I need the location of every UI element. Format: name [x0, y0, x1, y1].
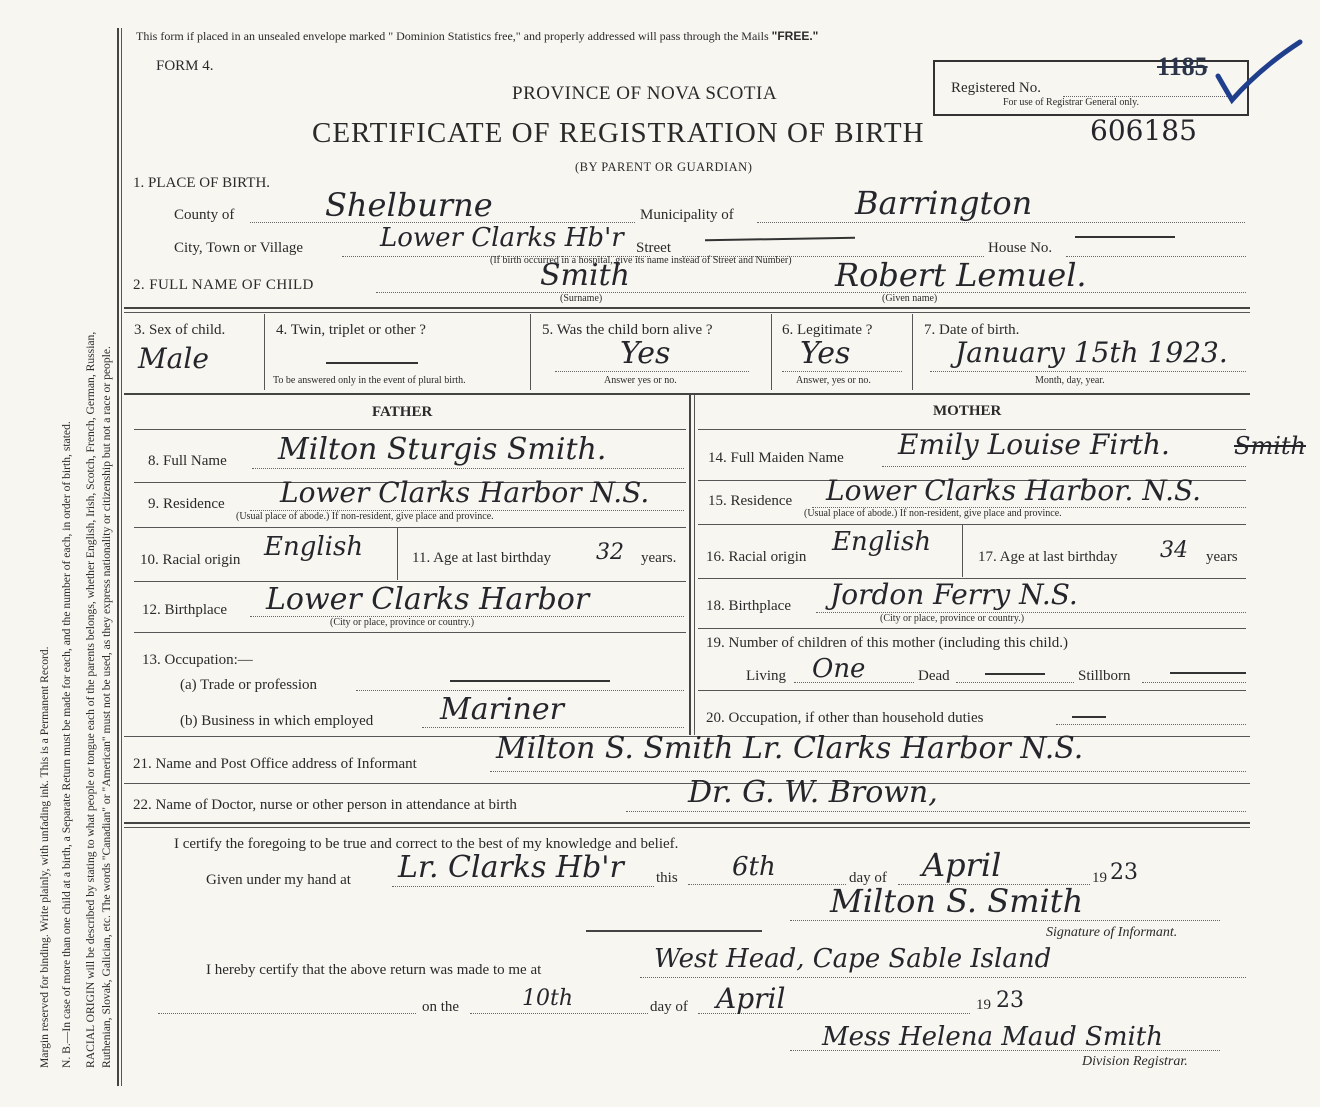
dead-dots — [956, 682, 1074, 683]
father-bp-note: (City or place, province or country.) — [330, 617, 475, 628]
mother-age-unit: years — [1206, 549, 1238, 565]
mother-name-dots — [882, 466, 1246, 467]
father-business-value: Mariner — [440, 692, 564, 727]
given-name-label: (Given name) — [882, 293, 938, 304]
short-rule — [586, 930, 762, 932]
registered-number: 606185 — [1090, 114, 1197, 147]
province-heading: PROVINCE OF NOVA SCOTIA — [512, 83, 778, 104]
year-prefix: 19 — [1092, 870, 1107, 886]
father-business-label: (b) Business in which employed — [180, 713, 374, 729]
stillborn-dash — [1170, 672, 1246, 674]
mother-bp-note: (City or place, province or country.) — [880, 613, 1025, 624]
registered-number-box — [933, 52, 1249, 116]
rule-2 — [124, 393, 1250, 395]
alive-dots — [555, 371, 749, 372]
rule-1b — [124, 312, 1250, 313]
legit-dots — [782, 371, 902, 372]
mail-notice-text: This form if placed in an unsealed envelope marked " Dominion Statistics free," and properly addressed will pass through the Mails — [136, 29, 769, 43]
this-dots — [688, 884, 846, 885]
parents-divider — [689, 395, 691, 735]
mother-bp-value: Jordon Ferry N.S. — [830, 578, 1078, 611]
father-name-value: Milton Sturgis Smith. — [278, 432, 607, 467]
registrar-dayof-label: day of — [650, 999, 688, 1015]
living-label: Living — [746, 668, 786, 684]
mother-occ-dash — [1072, 716, 1106, 718]
county-label: County of — [174, 207, 235, 223]
mother-name-value: Emily Louise Firth. — [898, 428, 1170, 461]
father-name-dots — [252, 468, 684, 469]
margin-line-4: Ruthenian, Slovak, Galician, etc. The words "Canadian" or "American" must not be used, as they express nationality or citizenship but not a race or people. — [100, 346, 113, 1068]
father-rule-12 — [134, 632, 686, 633]
onthe-label: on the — [422, 999, 460, 1015]
city-value: Lower Clarks Hb'r — [380, 223, 624, 253]
dob-label: 7. Date of birth. — [924, 322, 1020, 338]
mother-occ-label: 20. Occupation, if other than household duties — [706, 710, 984, 726]
child-surname: Smith — [540, 258, 630, 293]
mother-rule-18 — [698, 628, 1246, 629]
legit-label: 6. Legitimate ? — [782, 322, 873, 338]
father-race-value: English — [264, 532, 364, 562]
father-race-label: 10. Racial origin — [140, 552, 241, 568]
father-trade-label: (a) Trade or profession — [180, 677, 318, 693]
given-place-dots — [392, 886, 654, 887]
father-trade-dash — [450, 680, 610, 682]
doctor-value: Dr. G. W. Brown, — [688, 775, 938, 810]
sex-label: 3. Sex of child. — [134, 322, 226, 338]
mother-div-16 — [962, 525, 963, 577]
this-label: this — [656, 870, 678, 886]
father-res-note: (Usual place of abode.) If non-resident, give place and province. — [236, 511, 494, 522]
father-age-value: 32 — [596, 540, 624, 565]
living-value: One — [812, 654, 866, 684]
dob-dots — [930, 371, 1246, 372]
father-age-unit: years. — [641, 550, 677, 566]
rule-1 — [124, 307, 1250, 309]
father-heading: FATHER — [372, 404, 433, 420]
margin-line-3: RACIAL ORIGIN will be described by stating to what people or tongue each of the parents belongs, whether English, Irish, Scotch, French, German, Russian, — [84, 331, 97, 1068]
alive-note: Answer yes or no. — [604, 375, 677, 386]
legit-value: Yes — [800, 336, 851, 371]
rule-5 — [124, 822, 1250, 824]
informant-label: 21. Name and Post Office address of Informant — [133, 756, 417, 772]
registered-label: Registered No. — [951, 80, 1041, 96]
registered-dots — [1063, 96, 1233, 97]
hospital-note: (If birth occurred in a hospital, give its name instead of Street and Number) — [490, 255, 792, 266]
registrar-place: West Head, Cape Sable Island — [654, 944, 1052, 974]
row3-div-3 — [771, 314, 772, 390]
mother-occ-dots — [1056, 724, 1246, 725]
surname-label: (Surname) — [560, 293, 603, 304]
row3-div-2 — [530, 314, 531, 390]
registrar-place-dots — [640, 977, 1246, 978]
dayof-label: day of — [849, 870, 887, 886]
street-dash — [705, 237, 855, 242]
given-day: 6th — [732, 852, 776, 882]
father-occ-label: 13. Occupation:— — [142, 652, 253, 668]
dob-value: January 15th 1923. — [955, 336, 1228, 369]
informant-signature: Milton S. Smith — [830, 882, 1084, 920]
registrar-sig-dots — [790, 1050, 1220, 1051]
informant-value: Milton S. Smith Lr. Clarks Harbor N.S. — [496, 731, 1084, 766]
street-label: Street — [636, 240, 671, 256]
margin-line-2: N. B.—In case of more than one child at a birth, a Separate Return must be made for each, and the number of each, in order of birth, stated. — [60, 421, 73, 1068]
registrar-text: I hereby certify that the above return was made to me at — [206, 962, 542, 978]
father-name-label: 8. Full Name — [148, 453, 227, 469]
signature-label: Signature of Informant. — [1046, 925, 1178, 940]
twin-label: 4. Twin, triplet or other ? — [276, 322, 426, 338]
doctor-dots — [626, 811, 1246, 812]
mail-notice — [136, 29, 818, 44]
signature-dots — [790, 920, 1220, 921]
alive-label: 5. Was the child born alive ? — [542, 322, 713, 338]
mother-children-label: 19. Number of children of this mother (including this child.) — [706, 635, 1069, 651]
mother-race-label: 16. Racial origin — [706, 549, 807, 565]
sex-value: Male — [138, 342, 209, 375]
legit-note: Answer, yes or no. — [796, 375, 871, 386]
mother-heading: MOTHER — [933, 403, 1002, 419]
given-label: Given under my hand at — [206, 872, 351, 888]
given-year: 23 — [1110, 860, 1138, 885]
father-res-label: 9. Residence — [148, 496, 225, 512]
rule-4 — [124, 783, 1250, 784]
row3-div-4 — [912, 314, 913, 390]
city-label: City, Town or Village — [174, 240, 304, 256]
father-res-value: Lower Clarks Harbor N.S. — [280, 476, 650, 509]
father-rule-9 — [134, 527, 686, 528]
margin-rule-inner — [121, 28, 122, 1086]
place-heading: 1. PLACE OF BIRTH. — [133, 175, 271, 191]
father-trade-dots — [356, 690, 684, 691]
stillborn-label: Stillborn — [1078, 668, 1131, 684]
margin-rule — [117, 28, 119, 1086]
mother-res-label: 15. Residence — [708, 493, 793, 509]
registrar-signature: Mess Helena Maud Smith — [822, 1022, 1163, 1052]
municipality-value: Barrington — [855, 184, 1033, 222]
father-age-label: 11. Age at last birthday — [412, 550, 551, 566]
registrar-sig-label: Division Registrar. — [1082, 1054, 1188, 1069]
registered-struck: 1185 — [1157, 52, 1208, 81]
mother-bp-label: 18. Birthplace — [706, 598, 791, 614]
given-place: Lr. Clarks Hb'r — [398, 850, 624, 885]
mother-name-struck: Smith — [1234, 432, 1306, 460]
father-business-dots — [422, 727, 684, 728]
child-name-dots — [376, 292, 1246, 293]
county-value: Shelburne — [325, 186, 493, 224]
informant-dots — [490, 771, 1246, 772]
father-heading-rule — [134, 429, 686, 430]
mother-res-value: Lower Clarks Harbor. N.S. — [826, 474, 1202, 507]
registrar-year-prefix: 19 — [976, 997, 991, 1013]
dob-note: Month, day, year. — [1035, 375, 1105, 386]
row3-div-1 — [264, 314, 265, 390]
house-dots — [1066, 256, 1246, 257]
parents-divider-2 — [694, 395, 695, 735]
mother-race-value: English — [832, 527, 932, 557]
municipality-dots — [757, 222, 1245, 223]
mother-age-label: 17. Age at last birthday — [978, 549, 1118, 565]
father-bp-value: Lower Clarks Harbor — [266, 582, 590, 617]
onthe-dots — [470, 1013, 648, 1014]
doctor-label: 22. Name of Doctor, nurse or other person in attendance at birth — [133, 797, 517, 813]
mail-notice-free: "FREE." — [771, 29, 819, 43]
alive-value: Yes — [620, 336, 671, 371]
margin-line-1: Margin reserved for binding. Write plainly, with unfading ink. This is a Permanent Record. — [38, 646, 51, 1068]
check-mark — [1210, 38, 1305, 108]
certificate-title: CERTIFICATE OF REGISTRATION OF BIRTH — [312, 117, 925, 149]
mother-age-value: 34 — [1160, 538, 1188, 563]
father-bp-label: 12. Birthplace — [142, 602, 227, 618]
mother-res-note: (Usual place of abode.) If non-resident, give place and province. — [804, 508, 1062, 519]
rule-5b — [124, 827, 1250, 828]
mother-rule-19 — [698, 690, 1246, 691]
child-name-label: 2. FULL NAME OF CHILD — [133, 277, 314, 293]
twin-note: To be answered only in the event of plural birth. — [273, 375, 466, 386]
child-given-name: Robert Lemuel. — [835, 256, 1087, 294]
dead-dash — [985, 673, 1045, 675]
registrar-year: 23 — [996, 988, 1024, 1013]
registrar-month: April — [716, 982, 786, 1015]
stillborn-dots — [1142, 682, 1246, 683]
house-dash — [1075, 236, 1175, 238]
binding-margin — [0, 0, 118, 1107]
father-div-10 — [397, 528, 398, 580]
registrar-lead-dots — [158, 1013, 416, 1014]
dead-label: Dead — [918, 668, 950, 684]
twin-dash — [326, 362, 418, 364]
given-month: April — [922, 846, 1002, 884]
form-number: FORM 4. — [156, 58, 214, 74]
mother-name-label: 14. Full Maiden Name — [708, 450, 844, 466]
registrar-day: 10th — [522, 986, 574, 1011]
registered-sub: For use of Registrar General only. — [1003, 97, 1139, 108]
certify-text: I certify the foregoing to be true and correct to the best of my knowledge and belief. — [174, 836, 679, 852]
mother-rule-15 — [698, 524, 1246, 525]
municipality-label: Municipality of — [640, 207, 734, 223]
certificate-subtitle: (BY PARENT OR GUARDIAN) — [575, 160, 753, 174]
house-label: House No. — [988, 240, 1053, 256]
